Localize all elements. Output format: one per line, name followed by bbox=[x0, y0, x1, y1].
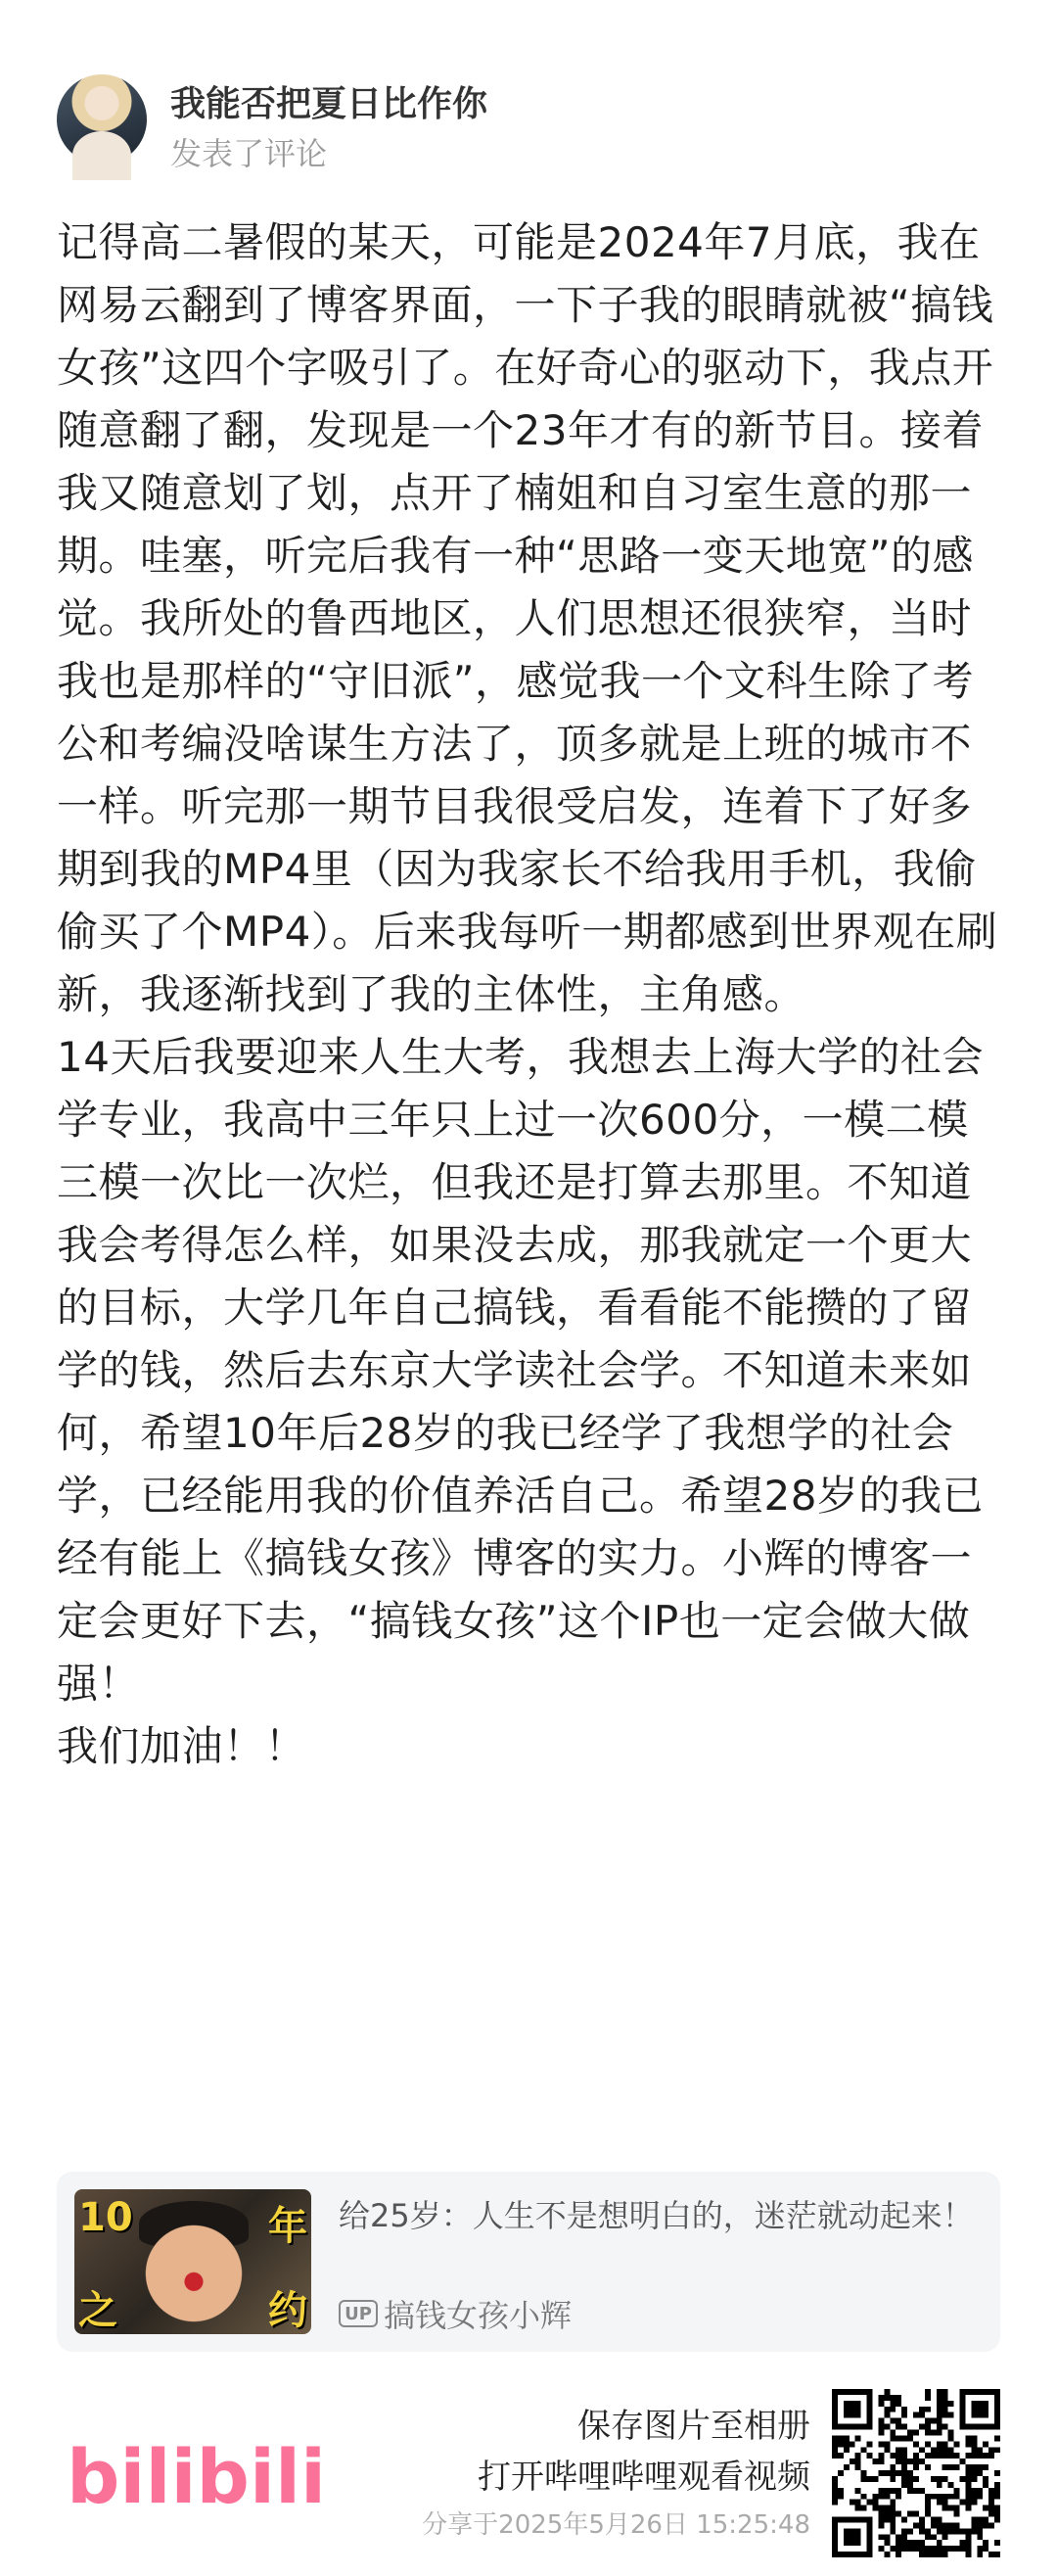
action-text: 发表了评论 bbox=[170, 135, 328, 172]
comment-paragraph-1: 记得高二暑假的某天，可能是2024年7月底，我在网易云翻到了博客界面，一下子我的眼睛就被“搞钱女孩”这四个字吸引了。在好奇心的驱动下，我点开随意翻了翻，发现是一个23年才有的新节目。接着我又随意划了划，点开了楠姐和自习室生意的那一期。哇塞，听完后我有一种“思路一变天地宽”的感觉。我所处的鲁西地区，人们思想还很狭窄，当时我也是那样的“守旧派”，感觉我一个文科生除了考公和考编没啥谋生方法了，顶多就是上班的城市不一样。听完那一期节目我很受启发，连着下了好多期到我的MP4里（因为我家长不给我用手机，我偷偷买了个MP4）。后来我每听一期都感到世界观在刷新，我逐渐找到了我的主体性，主角感。 bbox=[57, 218, 998, 1018]
bilibili-logo-icon bbox=[67, 2418, 327, 2526]
open-bilibili-text: 打开哔哩哔哩观看视频 bbox=[478, 2458, 810, 2497]
thumbnail-text-10: 10 bbox=[78, 2195, 133, 2240]
video-author-name: 搞钱女孩小辉 bbox=[384, 2297, 573, 2334]
thumbnail-text-yue: 约 bbox=[268, 2288, 307, 2333]
thumbnail-text-nian: 年 bbox=[268, 2204, 307, 2249]
thumbnail-face bbox=[143, 2209, 245, 2326]
comment-body bbox=[57, 211, 1006, 1778]
comment-header bbox=[57, 70, 996, 178]
save-to-album-text: 保存图片至相册 bbox=[577, 2407, 810, 2446]
up-badge-icon: UP bbox=[339, 2300, 378, 2327]
video-thumbnail[interactable] bbox=[74, 2189, 311, 2334]
share-time: 分享于2025年5月26日 15:25:48 bbox=[422, 2510, 810, 2540]
bilibili-logo-text: bilibili bbox=[67, 2433, 327, 2520]
comment-paragraph-2: 14天后我要迎来人生大考，我想去上海大学的社会学专业，我高中三年只上过一次600分，一模二模三模一次比一次烂，但我还是打算去那里。不知道我会考得怎么样，如果没去成，那我就定一个更大的目标，大学几年自己搞钱，看看能不能攒的了留学的钱，然后去东京大学读社会学。不知道未来如何，希望10年后28岁的我已经学了我想学的社会学，已经能用我的价值养活自己。希望28岁的我已经有能上《搞钱女孩》博客的实力。小辉的博客一定会更好下去，“搞钱女孩”这个IP也一定会做大做强！ bbox=[57, 1033, 984, 1708]
avatar-figure bbox=[72, 131, 131, 180]
video-title[interactable]: 给25岁：人生不是想明白的，迷茫就动起来！ bbox=[339, 2197, 974, 2234]
comment-paragraph-3: 我们加油！！ bbox=[57, 1722, 307, 1770]
video-card[interactable] bbox=[57, 2172, 1000, 2352]
user-name[interactable]: 我能否把夏日比作你 bbox=[170, 84, 488, 124]
thumbnail-text-zhi: 之 bbox=[78, 2288, 117, 2333]
video-author[interactable] bbox=[339, 2291, 572, 2336]
qr-code-icon bbox=[832, 2389, 1000, 2557]
avatar[interactable] bbox=[57, 74, 147, 164]
